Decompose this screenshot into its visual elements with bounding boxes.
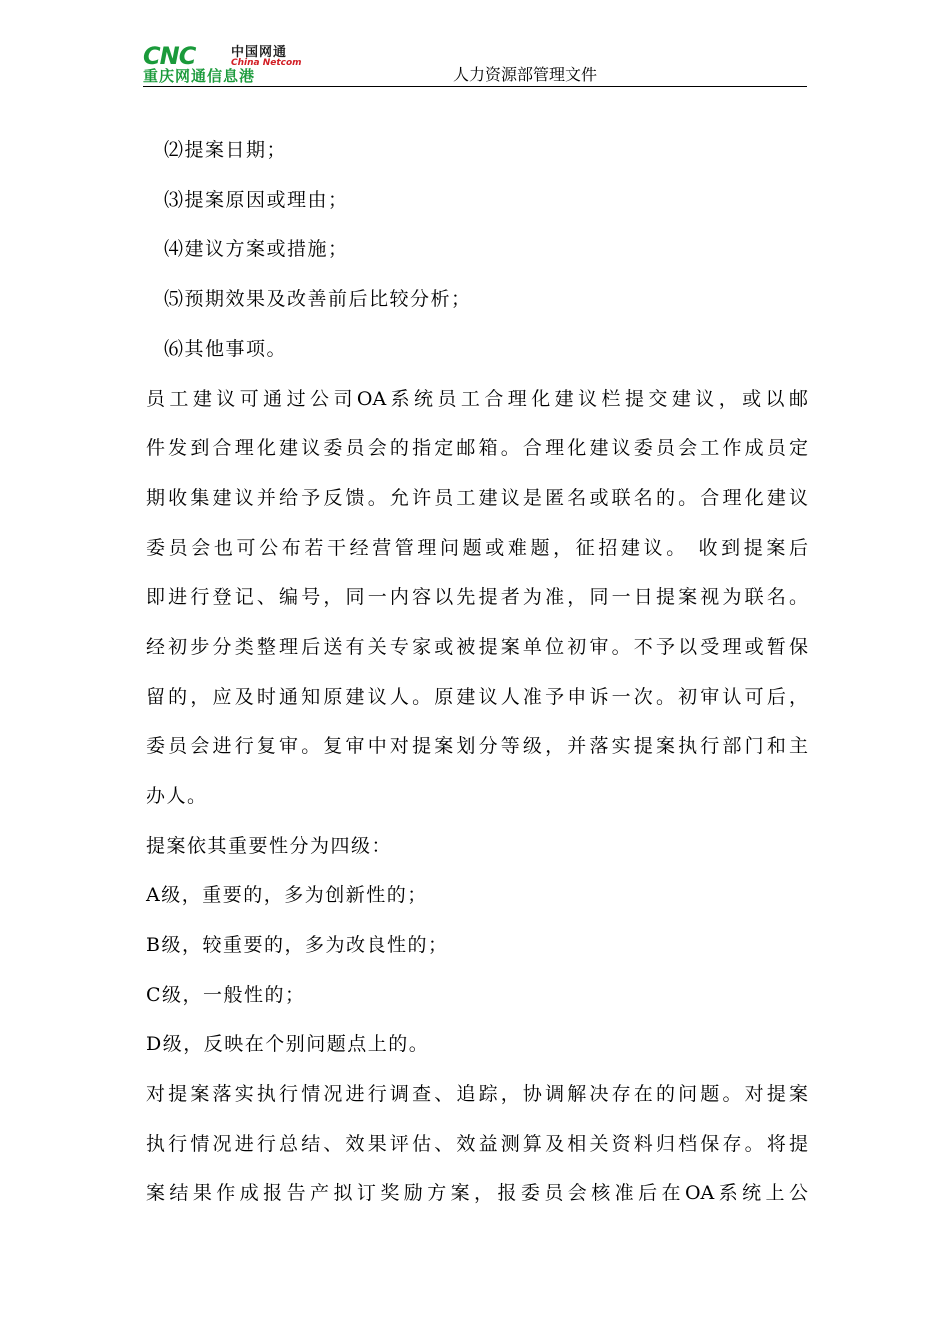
grade-intro: 提案依其重要性分为四级： xyxy=(146,835,393,857)
page-header xyxy=(143,44,807,88)
grade-item: A级，重要的，多为创新性的； xyxy=(146,884,428,906)
logo-english-name: China Netcom xyxy=(231,58,302,68)
paragraph-line: 留的，应及时通知原建议人。原建议人准予申诉一次。初审认可后， xyxy=(146,686,808,708)
list-item: ⑸预期效果及改善前后比较分析； xyxy=(164,288,472,310)
grade-item: C级，一般性的； xyxy=(146,984,306,1006)
logo-subtitle: 重庆网通信息港 xyxy=(143,67,256,85)
list-item: ⑵提案日期； xyxy=(164,139,288,161)
grade-item: B级，较重要的，多为改良性的； xyxy=(146,934,449,956)
grade-item: D级，反映在个别问题点上的。 xyxy=(146,1033,430,1055)
paragraph-line: 对提案落实执行情况进行调查、追踪，协调解决存在的问题。对提案 xyxy=(146,1083,808,1105)
paragraph-line: 案结果作成报告产拟订奖励方案，报委员会核准后在OA系统上公 xyxy=(146,1182,808,1204)
cnc-logo xyxy=(143,44,333,88)
logo-cnc-text: CNC xyxy=(143,42,196,70)
list-item: ⑷建议方案或措施； xyxy=(164,238,349,260)
paragraph-line: 即进行登记、编号，同一内容以先提者为准，同一日提案视为联名。 xyxy=(146,586,808,608)
logo-chinese-name: 中国网通 xyxy=(231,45,288,60)
list-item: ⑶提案原因或理由； xyxy=(164,189,349,211)
paragraph-line: 办人。 xyxy=(146,785,208,807)
paragraph-line: 执行情况进行总结、效果评估、效益测算及相关资料归档保存。将提 xyxy=(146,1133,808,1155)
header-divider xyxy=(143,86,807,87)
paragraph-line: 委员会进行复审。复审中对提案划分等级，并落实提案执行部门和主 xyxy=(146,735,808,757)
paragraph-line: 件发到合理化建议委员会的指定邮箱。合理化建议委员会工作成员定 xyxy=(146,437,808,459)
paragraph-line: 经初步分类整理后送有关专家或被提案单位初审。不予以受理或暂保 xyxy=(146,636,808,658)
paragraph-line: 期收集建议并给予反馈。允许员工建议是匿名或联名的。合理化建议 xyxy=(146,487,808,509)
paragraph-line: 员工建议可通过公司OA系统员工合理化建议栏提交建议，或以邮 xyxy=(146,388,808,410)
paragraph-line: 委员会也可公布若干经营管理问题或难题，征招建议。 收到提案后 xyxy=(146,537,808,559)
header-title: 人力资源部管理文件 xyxy=(453,65,598,84)
list-item: ⑹其他事项。 xyxy=(164,338,288,360)
